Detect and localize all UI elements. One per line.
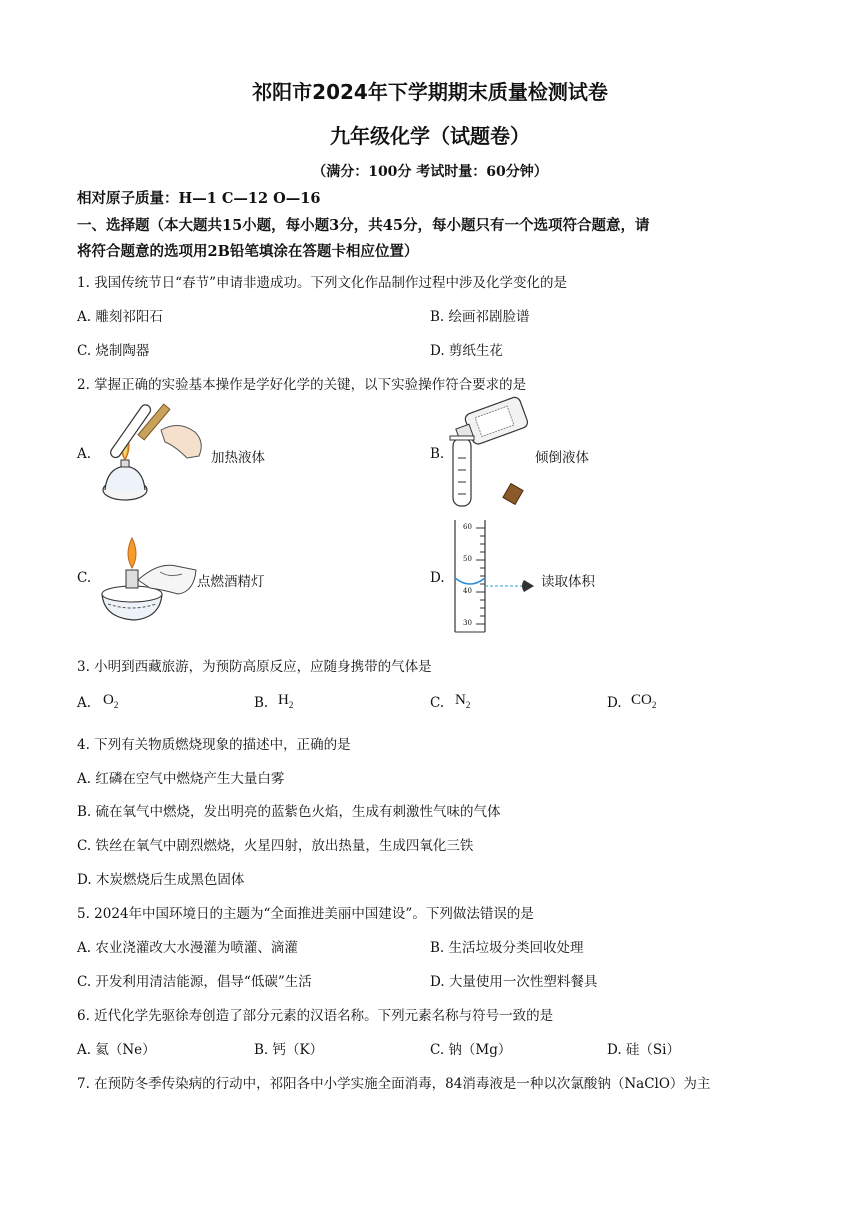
question-2-option-d: D.: [430, 570, 445, 586]
question-5-option-a: A. 农业浇灌改大水漫灌为喷灌、滴灌: [77, 940, 298, 956]
heating-liquid-illustration: [95, 402, 210, 507]
question-4-stem: 4. 下列有关物质燃烧现象的描述中，正确的是: [77, 737, 351, 753]
question-6-stem: 6. 近代化学先驱徐寿创造了部分元素的汉语名称。下列元素名称与符号一致的是: [77, 1008, 554, 1024]
question-3-stem: 3. 小明到西藏旅游，为预防高原反应，应随身携带的气体是: [77, 659, 432, 675]
question-2-caption-d: 读取体积: [541, 574, 595, 590]
question-5-option-c: C. 开发利用清洁能源，倡导“低碳”生活: [77, 974, 312, 990]
question-2-caption-a: 加热液体: [211, 450, 265, 466]
cylinder-tick-50: 50: [463, 555, 472, 563]
question-1-option-b: B. 绘画祁剧脸谱: [430, 309, 530, 325]
question-4-option-d: D. 木炭燃烧后生成黑色固体: [77, 872, 245, 888]
question-3-option-a: A.: [77, 695, 92, 711]
question-4-option-a: A. 红磷在空气中燃烧产生大量白雾: [77, 771, 285, 787]
question-3-option-d: D.: [607, 695, 622, 711]
question-2-stem: 2. 掌握正确的实验基本操作是学好化学的关键，以下实验操作符合要求的是: [77, 377, 527, 393]
question-2-caption-c: 点燃酒精灯: [197, 574, 265, 590]
question-2-option-b: B.: [430, 446, 445, 462]
question-4-option-b: B. 硫在氧气中燃烧，发出明亮的蓝紫色火焰，生成有刺激性气味的气体: [77, 804, 501, 820]
question-3-option-b: B.: [254, 695, 269, 711]
section-heading-line2: 将符合题意的选项用2B铅笔填涂在答题卡相应位置）: [77, 243, 419, 260]
question-3-formula-c: $N_2$: [455, 692, 471, 710]
question-5-option-d: D. 大量使用一次性塑料餐具: [430, 974, 598, 990]
question-3-formula-a: $O_2$: [103, 692, 119, 710]
pouring-liquid-illustration: [448, 398, 538, 513]
question-1-option-c: C. 烧制陶器: [77, 343, 150, 359]
lighting-lamp-illustration: [98, 532, 200, 622]
atomic-mass-line: 相对原子质量：H—1 C—12 O—16: [77, 190, 321, 207]
question-1-stem: 1. 我国传统节日“春节”申请非遗成功。下列文化作品制作过程中涉及化学变化的是: [77, 275, 567, 291]
question-3-option-c: C.: [430, 695, 445, 711]
question-2-caption-b: 倾倒液体: [535, 450, 589, 466]
cylinder-tick-60: 60: [463, 523, 472, 531]
question-6-option-a: A. 氦（Ne）: [77, 1042, 156, 1058]
question-1-option-a: A. 雕刻祁阳石: [77, 309, 163, 325]
cylinder-tick-40: 40: [463, 587, 472, 595]
section-heading-line1: 一、选择题（本大题共15小题，每小题3分，共45分，每小题只有一个选项符合题意，请: [77, 217, 650, 234]
question-2-option-c: C.: [77, 570, 92, 586]
exam-meta: （满分：100分 考试时量：60分钟）: [312, 164, 548, 180]
question-7-stem: 7. 在预防冬季传染病的行动中，祁阳各中小学实施全面消毒，84消毒液是一种以次氯酸钠（NaClO）为主: [77, 1076, 711, 1092]
exam-subtitle: 九年级化学（试题卷）: [330, 124, 530, 148]
question-3-formula-b: $H_2$: [278, 692, 294, 710]
cylinder-tick-30: 30: [463, 619, 472, 627]
question-4-option-c: C. 铁丝在氧气中剧烈燃烧，火星四射，放出热量，生成四氧化三铁: [77, 838, 474, 854]
question-3-formula-d: $CO_2$: [631, 692, 657, 710]
question-2-option-a: A.: [77, 446, 92, 462]
question-6-option-c: C. 钠（Mg）: [430, 1042, 512, 1058]
question-5-stem: 5. 2024年中国环境日的主题为“全面推进美丽中国建设”。下列做法错误的是: [77, 906, 534, 922]
question-6-option-b: B. 钙（K）: [254, 1042, 324, 1058]
question-1-option-d: D. 剪纸生花: [430, 343, 503, 359]
question-6-option-d: D. 硅（Si）: [607, 1042, 680, 1058]
question-5-option-b: B. 生活垃圾分类回收处理: [430, 940, 584, 956]
exam-title: 祁阳市2024年下学期期末质量检测试卷: [252, 80, 608, 104]
